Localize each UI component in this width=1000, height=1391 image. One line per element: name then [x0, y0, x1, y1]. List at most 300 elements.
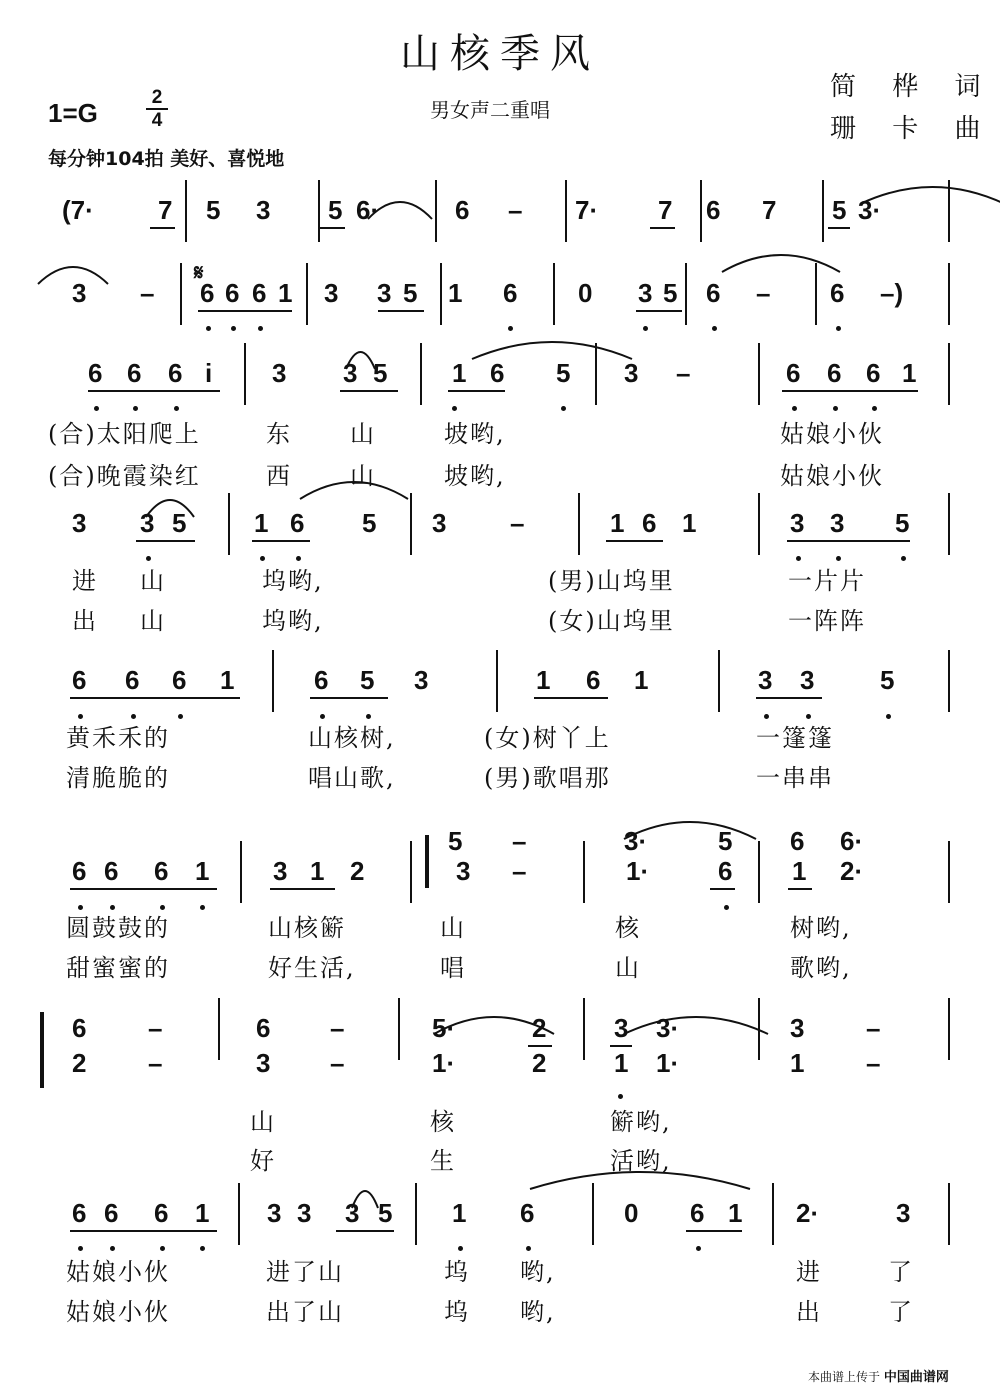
lyric-verse-2: 好 — [250, 1147, 276, 1175]
beam — [756, 697, 822, 699]
note: 3 — [790, 1013, 805, 1043]
octave-dot — [836, 326, 841, 331]
beam — [828, 227, 850, 229]
system-brace — [425, 835, 429, 888]
slur — [38, 258, 108, 286]
octave-dot — [712, 326, 717, 331]
slur — [624, 813, 756, 841]
lyric-verse-2: 山 — [350, 462, 376, 490]
octave-dot — [696, 1246, 701, 1251]
note: 6 — [252, 278, 267, 308]
note: 6 — [314, 665, 329, 695]
note: 6 — [200, 278, 215, 308]
octave-dot — [174, 406, 179, 411]
note: 3 — [272, 358, 287, 388]
note: 1 — [278, 278, 293, 308]
beam — [534, 697, 608, 699]
note: 7 — [158, 195, 173, 225]
note: 3 — [256, 1048, 271, 1078]
note: 6 — [455, 195, 470, 225]
note: 3 — [432, 508, 447, 538]
octave-dot — [508, 326, 513, 331]
lyric-verse-2: 哟, — [520, 1298, 556, 1326]
note: 5 — [378, 1198, 393, 1228]
note: 1 — [195, 856, 210, 886]
note: 6 — [706, 195, 721, 225]
note: 5 — [373, 358, 388, 388]
note: 1 — [254, 508, 269, 538]
lyric-verse-2: 唱 — [440, 954, 466, 982]
lyric-verse-1: 坞哟, — [262, 567, 324, 595]
lyric-verse-1: 山 — [440, 914, 466, 942]
note: 7· — [575, 195, 599, 225]
bar-line — [228, 493, 230, 555]
lyric-verse-1: 山核簖 — [268, 914, 346, 942]
lyric-verse-1: 山 — [350, 420, 376, 448]
lyric-verse-2: 姑娘小伙 — [780, 462, 884, 490]
lyric-verse-2: 活哟, — [610, 1147, 672, 1175]
note: 7 — [762, 195, 777, 225]
lyric-verse-1: 山 — [250, 1108, 276, 1136]
tempo-marking: 每分钟104拍 美好、喜悦地 — [48, 148, 285, 170]
lyric-verse-1: 山核树, — [308, 724, 396, 752]
note: 5· — [432, 1013, 456, 1043]
note: 3 — [638, 278, 653, 308]
bar-line — [420, 343, 422, 405]
lyric-verse-2: 出 — [796, 1298, 822, 1326]
note: 5 — [880, 665, 895, 695]
note: 5 — [832, 195, 847, 225]
time-bottom: 4 — [151, 110, 163, 131]
octave-dot — [792, 406, 797, 411]
bar-line — [758, 343, 760, 405]
lyric-verse-1: 圆鼓鼓的 — [66, 914, 170, 942]
lyric-verse-1: 进 — [72, 567, 98, 595]
bar-line — [496, 650, 498, 712]
note: 3 — [896, 1198, 911, 1228]
lyric-verse-2: (女)山坞里 — [548, 607, 675, 635]
system-brace — [40, 1012, 44, 1088]
note: 5 — [718, 826, 733, 856]
note: 6 — [690, 1198, 705, 1228]
note: 3 — [343, 358, 358, 388]
slur — [434, 1008, 554, 1036]
note: – — [510, 508, 525, 538]
note: 6 — [706, 278, 721, 308]
note: 6 — [125, 665, 140, 695]
lyric-verse-1: 黄禾禾的 — [66, 724, 170, 752]
note: 1 — [195, 1198, 210, 1228]
lyricist-credit: 简 桦 词 — [830, 72, 995, 102]
beam — [448, 390, 505, 392]
note: 5 — [403, 278, 418, 308]
lyric-verse-2: 甜蜜蜜的 — [66, 954, 170, 982]
note: 3 — [267, 1198, 282, 1228]
bar-line — [272, 650, 274, 712]
note: 1 — [790, 1048, 805, 1078]
note: 1 — [452, 1198, 467, 1228]
octave-dot — [643, 326, 648, 331]
note: 3· — [624, 826, 648, 856]
bar-line — [440, 263, 442, 325]
beam — [650, 227, 675, 229]
note: 2· — [796, 1198, 820, 1228]
note: 3 — [377, 278, 392, 308]
octave-dot — [200, 1246, 205, 1251]
bar-line — [180, 263, 182, 325]
lyric-verse-1: (男)山坞里 — [548, 567, 675, 595]
note: – — [512, 826, 527, 856]
note: 3· — [656, 1013, 680, 1043]
note: 3 — [72, 278, 87, 308]
note: 3 — [256, 195, 271, 225]
beam — [136, 540, 195, 542]
lyric-verse-1: (女)树丫上 — [484, 724, 611, 752]
octave-dot — [94, 406, 99, 411]
note: 1 — [682, 508, 697, 538]
beam — [198, 310, 292, 312]
slur — [368, 193, 432, 221]
lyric-verse-2: 山 — [140, 607, 166, 635]
note: 6 — [586, 665, 601, 695]
note: 6 — [490, 358, 505, 388]
note: 5 — [448, 826, 463, 856]
note: 3 — [790, 508, 805, 538]
note: 6 — [225, 278, 240, 308]
time-top: 2 — [151, 87, 163, 108]
octave-dot — [901, 556, 906, 561]
note: 6· — [356, 195, 380, 225]
note: 2 — [532, 1048, 547, 1078]
octave-dot — [886, 714, 891, 719]
lyric-verse-2: 坞哟, — [262, 607, 324, 635]
bar-line — [318, 180, 320, 242]
subtitle: 男女声二重唱 — [430, 98, 550, 122]
beam — [528, 1045, 552, 1047]
note: 1 — [448, 278, 463, 308]
note: – — [756, 278, 771, 308]
note: 2· — [840, 856, 864, 886]
note: 6 — [168, 358, 183, 388]
beam — [788, 888, 812, 890]
note: 3 — [830, 508, 845, 538]
note: 6 — [790, 826, 805, 856]
lyric-verse-2: 山 — [615, 954, 641, 982]
octave-dot — [452, 406, 457, 411]
bar-line — [578, 493, 580, 555]
bar-line — [306, 263, 308, 325]
time-signature — [146, 88, 168, 130]
octave-dot — [206, 326, 211, 331]
note: 6 — [72, 856, 87, 886]
page-title: 山核季风 — [400, 31, 600, 77]
octave-dot — [78, 1246, 83, 1251]
lyric-verse-1: 一篷篷 — [756, 724, 834, 752]
note: 5 — [362, 508, 377, 538]
note: 3 — [456, 856, 471, 886]
note: – — [866, 1048, 881, 1078]
note: 1· — [626, 856, 650, 886]
note: 3· — [858, 195, 882, 225]
octave-dot — [133, 406, 138, 411]
note: (7· — [62, 195, 94, 225]
bar-line — [583, 998, 585, 1060]
note: 3 — [72, 508, 87, 538]
lyric-verse-1: 姑娘小伙 — [66, 1258, 170, 1286]
note: 6 — [104, 856, 119, 886]
bar-line — [948, 1183, 950, 1245]
lyric-verse-2: 坡哟, — [444, 462, 506, 490]
octave-dot — [561, 406, 566, 411]
note: 1 — [728, 1198, 743, 1228]
note: i — [205, 358, 213, 388]
bar-line — [410, 841, 412, 903]
beam — [782, 390, 918, 392]
note: 1 — [452, 358, 467, 388]
bar-line — [218, 998, 220, 1060]
key-signature: 1=G — [48, 98, 98, 128]
bar-line — [583, 841, 585, 903]
lyric-verse-2: (合)晚霞染红 — [48, 462, 201, 490]
note: 6 — [290, 508, 305, 538]
note: 3 — [345, 1198, 360, 1228]
lyric-verse-2: 出了山 — [266, 1298, 344, 1326]
slur — [346, 343, 375, 371]
beam — [320, 227, 345, 229]
note: 3 — [758, 665, 773, 695]
bar-line — [948, 841, 950, 903]
note: –) — [880, 278, 904, 308]
note: 5 — [895, 508, 910, 538]
bar-line — [948, 343, 950, 405]
note: 5 — [172, 508, 187, 538]
note: – — [148, 1048, 163, 1078]
bar-line — [948, 650, 950, 712]
lyric-verse-2: 生 — [430, 1147, 456, 1175]
beam — [70, 697, 240, 699]
note: 7 — [658, 195, 673, 225]
lyric-verse-1: 东 — [266, 420, 292, 448]
note: 2 — [72, 1048, 87, 1078]
note: 1 — [610, 508, 625, 538]
lyric-verse-1: 核 — [615, 914, 641, 942]
note: 0 — [578, 278, 593, 308]
beam — [686, 1230, 742, 1232]
note: 3 — [297, 1198, 312, 1228]
note: 5 — [328, 195, 343, 225]
note: 3 — [273, 856, 288, 886]
octave-dot — [526, 1246, 531, 1251]
lyric-verse-1: 树哟, — [790, 914, 852, 942]
lyric-verse-1: 坡哟, — [444, 420, 506, 448]
bar-line — [238, 1183, 240, 1245]
lyric-verse-1: 山 — [140, 567, 166, 595]
octave-dot — [833, 406, 838, 411]
beam — [378, 310, 424, 312]
bar-line — [435, 180, 437, 242]
composer-credit: 珊 卡 曲 — [830, 114, 995, 144]
note: 0 — [624, 1198, 639, 1228]
octave-dot — [458, 1246, 463, 1251]
beam — [340, 390, 398, 392]
bar-line — [685, 263, 687, 325]
note: 2 — [532, 1013, 547, 1043]
note: 1 — [792, 856, 807, 886]
note: 3 — [324, 278, 339, 308]
note: 6· — [840, 826, 864, 856]
octave-dot — [160, 1246, 165, 1251]
note: – — [866, 1013, 881, 1043]
note: 6 — [154, 856, 169, 886]
octave-dot — [200, 905, 205, 910]
beam — [70, 888, 217, 890]
note: 1 — [536, 665, 551, 695]
beam — [610, 1045, 632, 1047]
beam — [270, 888, 335, 890]
lyric-verse-1: 核 — [430, 1108, 456, 1136]
bar-line — [410, 493, 412, 555]
beam — [606, 540, 663, 542]
note: 6 — [127, 358, 142, 388]
lyric-verse-2: 歌哟, — [790, 954, 852, 982]
bar-line — [415, 1183, 417, 1245]
note: 5 — [663, 278, 678, 308]
lyric-verse-1: 姑娘小伙 — [780, 420, 884, 448]
note: 6 — [827, 358, 842, 388]
note: 6 — [718, 856, 733, 886]
note: – — [676, 358, 691, 388]
bar-line — [592, 1183, 594, 1245]
note: 3 — [614, 1013, 629, 1043]
bar-line — [758, 493, 760, 555]
lyric-verse-2: 了 — [888, 1298, 914, 1326]
note: 6 — [503, 278, 518, 308]
bar-line — [772, 1183, 774, 1245]
lyric-verse-2: 坞 — [444, 1298, 470, 1326]
beam — [336, 1230, 394, 1232]
note: 1 — [310, 856, 325, 886]
lyric-verse-2: 出 — [72, 607, 98, 635]
bar-line — [185, 180, 187, 242]
note: 6 — [154, 1198, 169, 1228]
note: 6 — [72, 1013, 87, 1043]
bar-line — [565, 180, 567, 242]
note: 6 — [104, 1198, 119, 1228]
octave-dot — [110, 1246, 115, 1251]
lyric-verse-1: 进了山 — [266, 1258, 344, 1286]
lyric-verse-1: 进 — [796, 1258, 822, 1286]
note: – — [148, 1013, 163, 1043]
bar-line — [244, 343, 246, 405]
note: – — [330, 1048, 345, 1078]
note: 3 — [414, 665, 429, 695]
lyric-verse-2: 一串串 — [756, 764, 834, 792]
footer-site: 中国曲谱网 — [883, 1370, 949, 1385]
note: – — [508, 195, 523, 225]
bar-line — [240, 841, 242, 903]
footer-text: 本曲谱上传于 — [808, 1370, 881, 1384]
bar-line — [553, 263, 555, 325]
bar-line — [718, 650, 720, 712]
note: 3 — [624, 358, 639, 388]
lyric-verse-1: 了 — [888, 1258, 914, 1286]
octave-dot — [872, 406, 877, 411]
lyric-verse-2: (男)歌唱那 — [484, 764, 611, 792]
bar-line — [948, 493, 950, 555]
bar-line — [398, 998, 400, 1060]
lyric-verse-1: 一片片 — [788, 567, 866, 595]
note: 1 — [220, 665, 235, 695]
beam — [710, 888, 735, 890]
lyric-verse-2: 清脆脆的 — [66, 764, 170, 792]
bar-line — [758, 841, 760, 903]
slur — [352, 1182, 378, 1210]
lyric-verse-2: 唱山歌, — [308, 764, 396, 792]
slur — [146, 491, 194, 519]
note: 6 — [520, 1198, 535, 1228]
beam — [787, 540, 910, 542]
bar-line — [948, 263, 950, 325]
note: 6 — [72, 665, 87, 695]
slur — [722, 246, 840, 274]
note: – — [140, 278, 155, 308]
octave-dot — [258, 326, 263, 331]
note: 6 — [786, 358, 801, 388]
octave-dot — [231, 326, 236, 331]
lyric-verse-2: 一阵阵 — [788, 607, 866, 635]
note: 1· — [656, 1048, 680, 1078]
note: 3 — [140, 508, 155, 538]
octave-dot — [724, 905, 729, 910]
note: 6 — [72, 1198, 87, 1228]
beam — [88, 390, 220, 392]
lyric-verse-2: 好生活, — [268, 954, 356, 982]
note: 1· — [432, 1048, 456, 1078]
lyric-verse-1: 坞 — [444, 1258, 470, 1286]
note: 5 — [556, 358, 571, 388]
slur — [472, 333, 632, 361]
beam — [150, 227, 175, 229]
note: 5 — [206, 195, 221, 225]
beam — [636, 310, 682, 312]
octave-dot — [178, 714, 183, 719]
lyric-verse-2: 西 — [266, 462, 292, 490]
note: 6 — [256, 1013, 271, 1043]
lyric-verse-1: 哟, — [520, 1258, 556, 1286]
lyric-verse-1: (合)太阳爬上 — [48, 420, 201, 448]
note: 6 — [830, 278, 845, 308]
note: 1 — [614, 1048, 629, 1078]
note: 1 — [902, 358, 917, 388]
note: 5 — [360, 665, 375, 695]
bar-line — [948, 998, 950, 1060]
note: 6 — [172, 665, 187, 695]
lyric-verse-2: 姑娘小伙 — [66, 1298, 170, 1326]
beam — [70, 1230, 217, 1232]
note: – — [330, 1013, 345, 1043]
slur — [624, 1008, 768, 1036]
note: – — [512, 856, 527, 886]
slur — [860, 178, 1000, 206]
octave-dot — [618, 1094, 623, 1099]
note: 6 — [642, 508, 657, 538]
note: 2 — [350, 856, 365, 886]
bar-line — [700, 180, 702, 242]
footer — [808, 1366, 949, 1385]
beam — [310, 697, 388, 699]
note: 1 — [634, 665, 649, 695]
bar-line — [822, 180, 824, 242]
